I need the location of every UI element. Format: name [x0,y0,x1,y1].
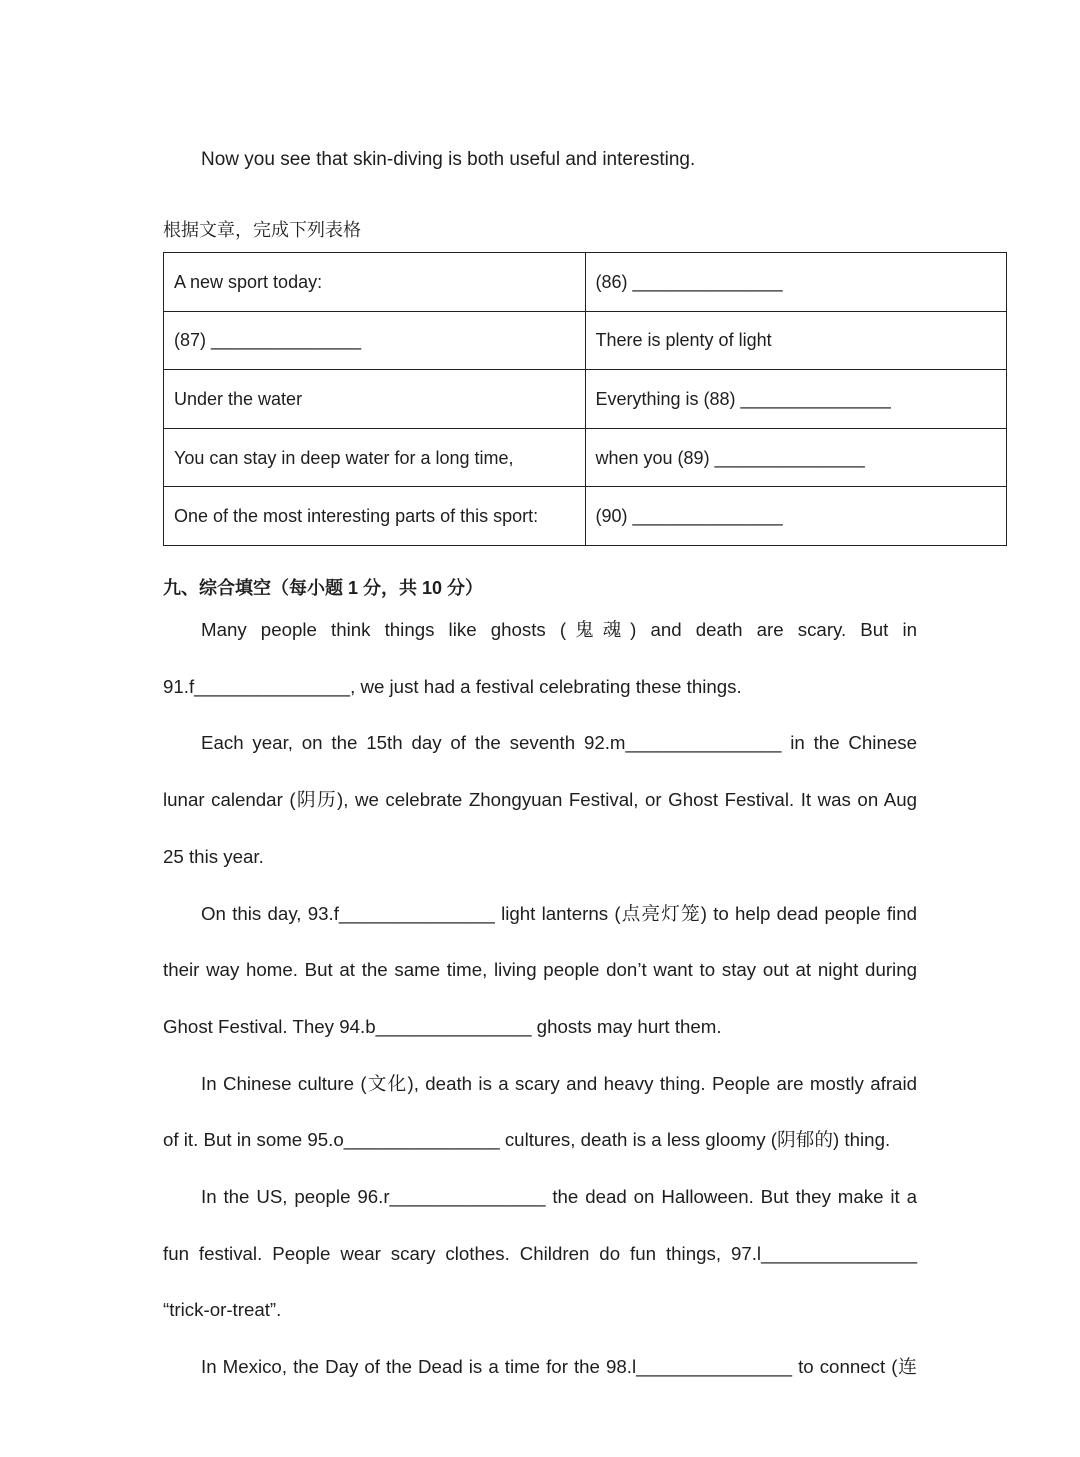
passage-line: 91.f_______________, we just had a festival celebrating these things. [163,675,742,697]
table-cell: One of the most interesting parts of this sport: [164,487,586,546]
passage-line: In the US, people 96.r_______________ the dead on Halloween. But they make it a [201,1186,917,1208]
passage-paragraph [163,602,917,715]
passage-line: Ghost Festival. They 94.b_______________ ghosts may hurt them. [163,1015,722,1037]
intro-sentence: Now you see that skin-diving is both useful and interesting. [201,149,696,170]
table-cell: Under the water [164,370,586,429]
passage-paragraph [163,1056,917,1169]
passage-line: In Mexico, the Day of the Dead is a time for the 98.l_______________ to connect (连 [201,1356,917,1378]
passage-line: Many people think things like ghosts (鬼魂) and death are scary. But in [201,619,917,640]
passage-line: “trick-or-treat”. [163,1299,282,1321]
table-row [164,370,1007,429]
table-cell: You can stay in deep water for a long time, [164,428,586,487]
passage-line: Each year, on the 15th day of the seventh 92.m_______________ in the Chinese [201,732,917,754]
section-heading: 九、综合填空（每小题 1 分，共 10 分） [163,578,484,598]
table-row [164,311,1007,370]
passage-line: their way home. But at the same time, living people don’t want to stay out at night during [163,959,917,981]
summary-table [163,252,1007,546]
table-cell: A new sport today: [164,253,586,312]
table-row [164,253,1007,312]
table-cell: (86) _______________ [585,253,1007,312]
table-cell: Everything is (88) _______________ [585,370,1007,429]
passage-line: On this day, 93.f_______________ light lanterns (点亮灯笼) to help dead people find [201,902,917,924]
passage-line: fun festival. People wear scary clothes. Children do fun things, 97.l_______________ [163,1242,917,1264]
table-instruction: 根据文章，完成下列表格 [163,220,361,240]
passage-paragraph [163,715,917,885]
passage-line: In Chinese culture (文化), death is a scary and heavy thing. People are mostly afraid [201,1072,917,1094]
passage-paragraph [163,1339,917,1396]
passage-line: lunar calendar (阴历), we celebrate Zhongyuan Festival, or Ghost Festival. It was on Aug [163,789,917,811]
passage-line: 25 this year. [163,845,264,867]
table-row [164,428,1007,487]
table-row [164,487,1007,546]
table-cell: (90) _______________ [585,487,1007,546]
passage-paragraph [163,1169,917,1339]
table-cell: (87) _______________ [164,311,586,370]
cloze-passage [163,602,917,1396]
passage-paragraph [163,886,917,1056]
passage-line: of it. But in some 95.o_______________ cultures, death is a less gloomy (阴郁的) thing. [163,1129,891,1151]
table-cell: when you (89) _______________ [585,428,1007,487]
table-cell: There is plenty of light [585,311,1007,370]
